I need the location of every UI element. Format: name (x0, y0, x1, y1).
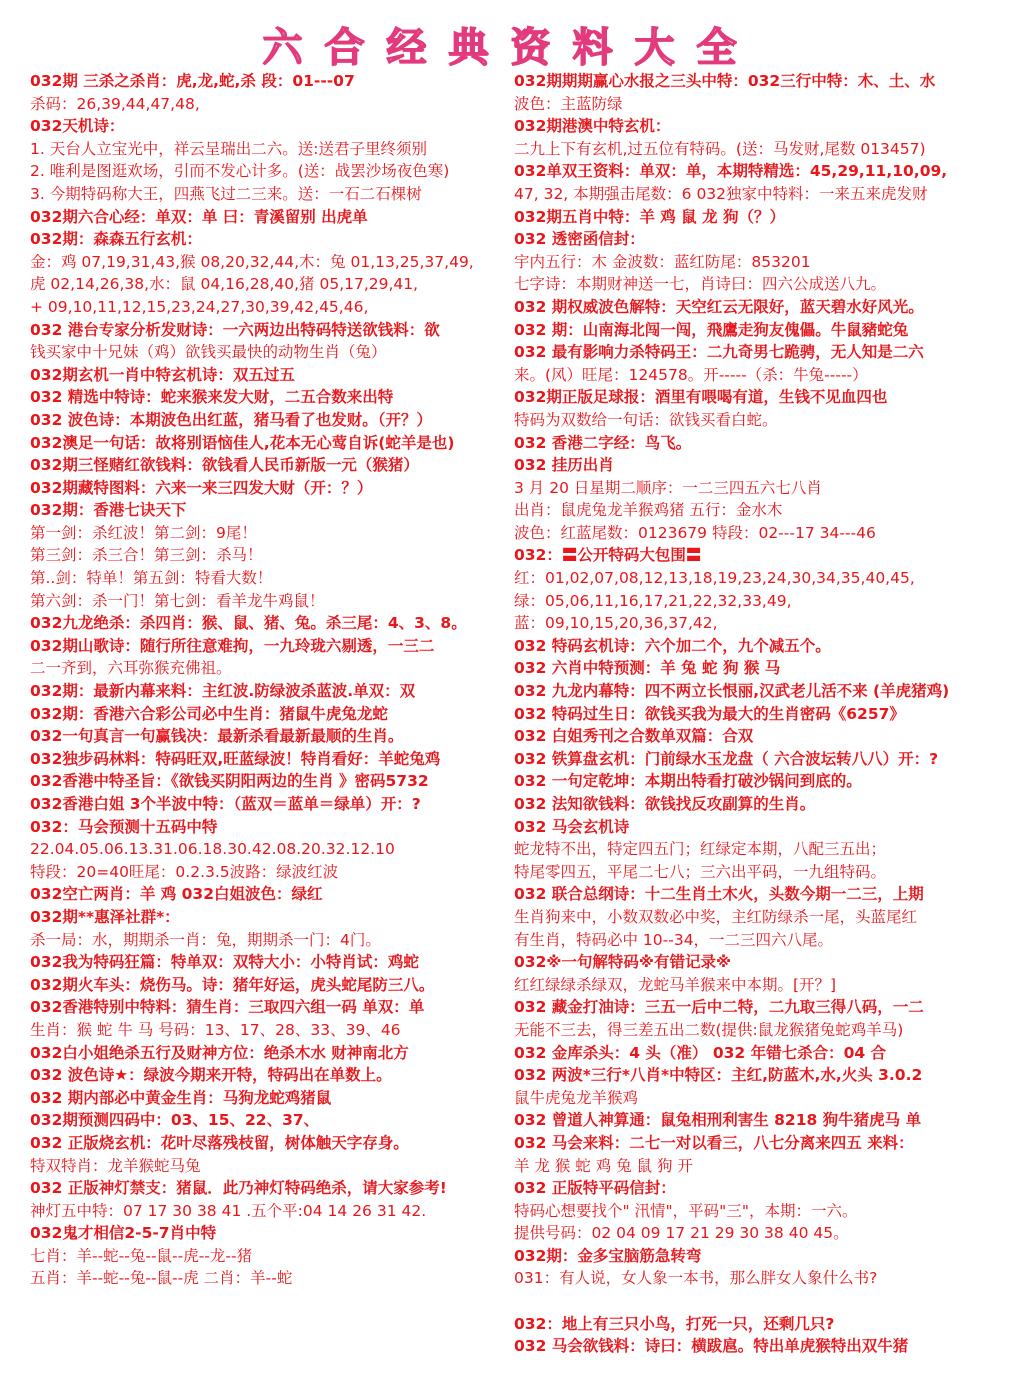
text-line: 032 港台专家分析发财诗：一六两边出特码特送欲钱料：欲 (30, 320, 440, 339)
text-line: 杀码：26,39,44,47,48, (30, 94, 200, 113)
text-line: 032 波色诗★：绿波今期来开特，特码出在单数上。 (30, 1066, 392, 1085)
text-line: 032一句真言一句赢钱决：最新杀看最新最顺的生肖。 (30, 727, 404, 746)
text-line: 032 正版特平码信封： (514, 1179, 676, 1198)
text-line: 032期港澳中特玄机： (514, 117, 671, 136)
text-line: 032：马会预测十五码中特 (30, 817, 218, 836)
text-line: 032 马会玄机诗 (514, 817, 630, 836)
text-line: 032空亡两肖：羊 鸡 032白姐波色：绿红 (30, 885, 323, 904)
text-line: 032期：香港七诀天下 (30, 501, 187, 520)
text-line: 3. 今期特码称大王，四燕飞过二三来。送：一石二石棵树 (30, 184, 422, 203)
text-line: 032 金库杀头：4 头（准） 032 年错七杀合：04 合 (514, 1043, 887, 1062)
text-line: 032 两波*三行*八肖*中特区：主红,防蓝木,水,火头 3.0.2 (514, 1066, 923, 1085)
text-line: 红：01,02,07,08,12,13,18,19,23,24,30,34,35,40,45, (514, 569, 915, 588)
text-line: 第三剑：杀三合！第三剑：杀马！ (30, 546, 263, 565)
text-line: 032期山歌诗：随行所往意难拘，一九玲珑六剔透，一三二 (30, 636, 435, 655)
text-line: 第六剑：杀一门！第七剑：看羊龙牛鸡鼠！ (30, 591, 325, 610)
text-line: 有生肖，特码必中 10--34，一二三四六八尾。 (514, 930, 834, 949)
text-line: 特码为双数给一句话：欲钱买看白蛇。 (514, 410, 778, 429)
text-line: 032香港白姐 3个半波中特：（蓝双＝蓝单＝绿单）开：? (30, 795, 421, 813)
text-line: 2. 唯利是图逛欢场，引而不发心计多。(送：战罢沙场夜色寒) (30, 162, 450, 181)
text-line: 032 白姐秀刊之合数单双篇：合双 (514, 727, 754, 746)
text-line: 032期：金多宝脑筋急转弯 (514, 1246, 702, 1265)
text-line: 032 透密函信封： (514, 230, 645, 249)
text-line: 032九龙绝杀：杀四肖：猴、鼠、猪、兔。杀三尾：4、3、8。 (30, 614, 467, 633)
text-line: 第一剑：杀红波！第二剑：9尾！ (30, 523, 257, 542)
text-line: 3 月 20 日星期二顺序：一二三四五六七八肖 (514, 478, 822, 497)
text-line: 七字诗：本期财神送一七，肖诗曰：四六公成送八九。 (514, 275, 887, 294)
text-line: 杀一局：水，期期杀一肖：兔，期期杀一门：4门。 (30, 930, 381, 949)
text-line: 032 正版神灯禁支：猪鼠．此乃神灯特码绝杀，请大家参考! (30, 1179, 447, 1198)
text-line: 二九上下有玄机,过五位有特码。(送：马发财,尾数 013457) (514, 139, 926, 158)
text-line: 032期藏特图料：六来一来三四发大财（开：？） (30, 478, 373, 497)
text-line: 032 期：山南海北闯一闯，飛鷹走狗友傀儡。牛鼠豬蛇兔 (514, 320, 909, 339)
text-line: 032：地上有三只小鸟，打死一只，还剩几只? (514, 1314, 835, 1333)
text-line: 032 期权威波色解特：天空红云无限好，蓝天碧水好风光。 (514, 297, 924, 316)
text-line: 032 马会来料：二七一对以看三，八七分离来四五 来料： (514, 1133, 914, 1152)
text-line: 特双特肖：龙羊猴蛇马兔 (30, 1156, 201, 1175)
text-line: 032期：最新内幕来料：主红波.防绿波杀蓝波.单双：双 (30, 682, 416, 701)
text-line: 蛇龙特不出，特定四五门；红绿定本期，八配三五出； (514, 840, 887, 859)
text-line: 032鬼才相信2-5-7肖中特 (30, 1224, 217, 1243)
text-line: 032期玄机一肖中特玄机诗：双五过五 (30, 365, 295, 384)
text-line: 032 特码过生日：欲钱买我为最大的生肖密码《6257》 (514, 704, 905, 723)
text-line: 032期五肖中特：羊 鸡 鼠 龙 狗（？） (514, 207, 785, 226)
text-line: 钱买家中十兄妹（鸡）欲钱买最快的动物生肖（兔） (30, 343, 387, 362)
text-line: 红红绿绿杀绿双，龙蛇马羊猴来中本期。[开？] (514, 975, 837, 994)
text-line: 032 波色诗：本期波色出红蓝，猪马看了也发财。（开？） (30, 410, 433, 429)
text-line: 来。(风）旺尾：124578。开-----（杀：牛兔-----） (514, 365, 868, 384)
text-line: 032 藏金打油诗：三五一后中二特，二九取三得八码，一二 (514, 998, 924, 1017)
text-line: + 09,10,11,12,15,23,24,27,30,39,42,45,46, (30, 297, 369, 316)
text-line: 特码心想要找个" 汛情"，平码"三"，本期：一六。 (514, 1201, 858, 1220)
text-line: 032香港特别中特料：猜生肖：三取四六组一码 单双：单 (30, 998, 425, 1017)
text-line: 出肖：鼠虎兔龙羊猴鸡猪 五行：金水木 (514, 501, 783, 520)
text-line: 特段：20=40旺尾：0.2.3.5波路：绿波红波 (30, 862, 339, 881)
text-line: 032香港中特圣旨：《欲钱买阴阳两边的生肖 》密码5732 (30, 772, 429, 791)
text-line: 032 联合总纲诗：十二生肖土木火，头数今期一二三，上期 (514, 885, 924, 904)
text-line: 032 精选中特诗：蛇来猴来发大财，二五合数来出特 (30, 388, 394, 407)
text-line: 032※一句解特码※有错记录※ (514, 953, 732, 972)
text-line: 032 正版烧玄机：花叶尽落残枝留，树体触天字存身。 (30, 1133, 409, 1152)
text-line: 032 法知欲钱料：欲钱找反攻副算的生肖。 (514, 795, 816, 813)
text-line: 波色：主蓝防绿 (514, 94, 623, 113)
text-line: 032期三怪赌红欲钱料：欲钱看人民币新版一元（猴猪） (30, 456, 419, 475)
text-line: 032期六合心经：单双：单 曰：青溪留别 出虎单 (30, 207, 368, 226)
text-line: 032我为特码狂篇：特单双：双特大小：小特肖试：鸡蛇 (30, 953, 419, 972)
text-line: 032 一句定乾坤：本期出特看打破沙锅问到底的。 (514, 772, 862, 791)
text-line: 032：〓公开特码大包围〓 (514, 546, 702, 565)
text-line: 032 九龙内幕特：四不两立长恨丽,汉武老儿活不来 (羊虎猪鸡) (514, 682, 950, 701)
text-line: 波色：红蓝尾数：0123679 特段：02---17 34---46 (514, 523, 876, 542)
left-column (30, 70, 520, 1290)
text-line: 032单双王资料：单双：单，本期特精选：45,29,11,10,09, (514, 162, 948, 181)
text-line: 鼠牛虎兔龙羊猴鸡 (514, 1088, 639, 1107)
text-line: 第..剑：特单！第五剑：特看大数！ (30, 569, 273, 588)
text-line: 二一齐到，六耳弥猴充佛祖。 (30, 659, 232, 678)
text-line: 032 六肖中特预测：羊 兔 蛇 狗 猴 马 (514, 659, 781, 678)
text-line: 032独步码林料：特码旺双,旺蓝绿波！特肖看好：羊蛇兔鸡 (30, 749, 441, 768)
text-line: 绿：05,06,11,16,17,21,22,32,33,49, (514, 591, 792, 610)
text-line: 七肖：羊--蛇--兔--鼠--虎--龙--猪 (30, 1246, 253, 1265)
text-line: 虎 02,14,26,38,水：鼠 04,16,28,40,猪 05,17,29,41, (30, 275, 419, 294)
text-line: 032 铁算盘玄机：门前绿水玉龙盘（ 六合波坛转八八）开：? (514, 749, 939, 768)
text-line: 生肖狗来中，小数双数必中奖，主红防绿杀一尾，头蓝尾红 (514, 907, 918, 926)
text-line: 22.04.05.06.13.31.06.18.30.42.08.20.32.12.10 (30, 840, 395, 859)
text-line: 1. 天台人立宝光中，祥云呈瑞出二六。送:送君子里终须别 (30, 139, 427, 158)
text-line: 金：鸡 07,19,31,43,猴 08,20,32,44,木：兔 01,13,25,37,49, (30, 252, 474, 271)
text-line: 生肖：猴 蛇 牛 马 号码：13、17、28、33、39、46 (30, 1020, 401, 1039)
text-line: 031：有人说，女人象一本书，那么胖女人象什么书? (514, 1269, 878, 1288)
text-line: 蓝：09,10,15,20,36,37,42, (514, 614, 718, 633)
text-line: 五肖：羊--蛇--兔--鼠--虎 二肖：羊--蛇 (30, 1269, 293, 1288)
text-line: 特尾零四五，平尾二七八；三六出平码，一九组特码。 (514, 862, 887, 881)
text-line: 032 挂历出肖 (514, 456, 614, 475)
text-line: 032 马会欲钱料：诗曰：横跋扈。特出单虎猴特出双牛猪 (514, 1337, 909, 1356)
text-line: 羊 龙 猴 蛇 鸡 兔 鼠 狗 开 (514, 1156, 693, 1175)
text-line: 032天机诗： (30, 117, 125, 136)
text-line (514, 1290, 992, 1313)
text-line: 无能不三去，得三差五出二数(提供:鼠龙猴猪兔蛇鸡羊马) (514, 1020, 904, 1039)
text-line: 032 曾道人神算通：鼠兔相刑利害生 8218 狗牛猪虎马 单 (514, 1111, 922, 1130)
page-title: 六合经典资料大全 (262, 25, 759, 71)
text-line: 47, 32, 本期强击尾数：6 032独家中特料：一来五来虎发财 (514, 184, 928, 203)
text-line: 032白小姐绝杀五行及财神方位：绝杀木水 财神南北方 (30, 1043, 409, 1062)
text-line: 032 最有影响力杀特码王：二九奇男七跪骋，无人知是二六 (514, 343, 924, 362)
text-line: 032 期内部必中黄金生肖：马狗龙蛇鸡猪鼠 (30, 1088, 332, 1107)
text-line: 神灯五中特：07 17 30 38 41 .五个平:04 14 26 31 42. (30, 1201, 427, 1220)
text-line: 032期：森森五行玄机： (30, 230, 202, 249)
text-line: 032澳足一句话：故将别语恼佳人,花本无心莺自诉(蛇羊是也) (30, 433, 455, 452)
text-line: 032期 三杀之杀肖：虎,龙,蛇,杀 段：01---07 (30, 72, 355, 90)
text-line: 032 香港二字经：鸟飞。 (514, 433, 692, 452)
text-line: 032 特码玄机诗：六个加二个，九个减五个。 (514, 636, 831, 655)
text-line: 提供号码：02 04 09 17 21 29 30 38 40 45。 (514, 1224, 849, 1243)
text-line: 宇内五行：木 金波数：蓝红防尾：853201 (514, 252, 811, 271)
text-line: 032期**惠泽社群*： (30, 907, 180, 926)
text-line: 032期：香港六合彩公司必中生肖：猪鼠牛虎兔龙蛇 (30, 704, 388, 723)
text-line: 032期预测四码中：03、15、22、37、 (30, 1111, 320, 1130)
text-line: 032期期期赢心水报之三头中特：032三行中特：木、土、水 (514, 72, 936, 90)
text-line: 032期火车头：烧伤马。诗：猪年好运，虎头蛇尾防三八。 (30, 975, 435, 994)
text-line: 032期正版足球报：酒里有喂喝有道，生钱不见血四也 (514, 388, 888, 407)
right-column (514, 70, 992, 1358)
